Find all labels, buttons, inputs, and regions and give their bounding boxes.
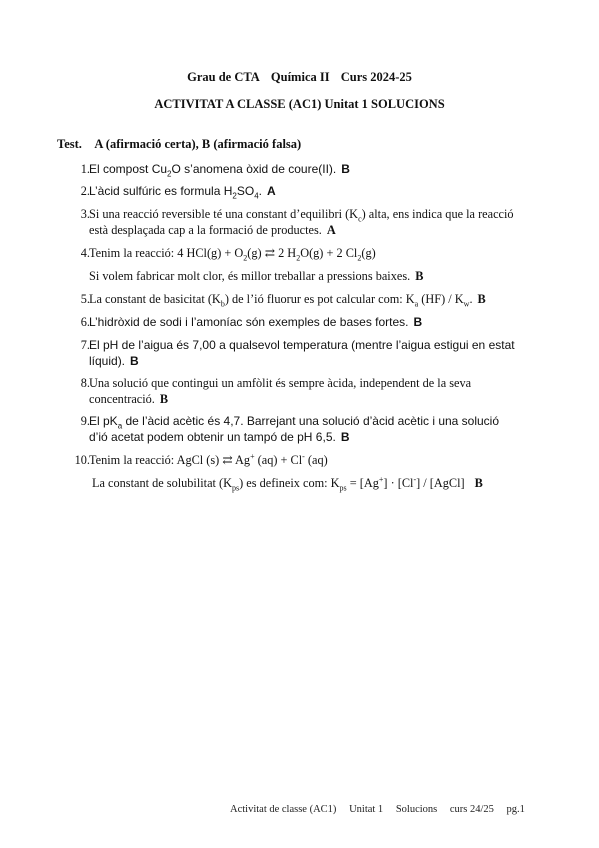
question-10 (70, 452, 520, 491)
question-2 (70, 183, 520, 199)
header-year: Curs 2024-25 (340, 70, 412, 84)
question-text: L’àcid sulfúric es formula $H_2SO_4$. A (89, 184, 276, 201)
document-header-course (0, 70, 599, 85)
question-number: 7. (80, 338, 90, 352)
question-number: 2. (80, 184, 90, 198)
question-text: El compost $Cu_2O$ s’anomena òxid de coure(II). B (89, 162, 350, 179)
question-3 (70, 206, 520, 238)
question-text: El $pK_a$ de l’àcid acètic és 4,7. Barrejant una solució d’àcid acètic i una solució d’ió acetat podem obtenir un tampó de pH 6,5. B (89, 414, 500, 444)
question-4 (70, 245, 520, 284)
answer: B (341, 162, 350, 176)
question-number: 6. (80, 315, 90, 329)
question-text: Si una reacció reversible té una constant d’equilibri $(K_c)$ alta, ens indica que la reacció està desplaçada cap a la formació de productes. A (89, 207, 514, 237)
test-instructions: A (afirmació certa), B (afirmació falsa) (94, 137, 302, 151)
header-subject: Química II (270, 70, 330, 84)
question-text-line2: Si volem fabricar molt clor, és millor treballar a pressions baixes. B (89, 269, 424, 283)
answer: B (415, 269, 424, 283)
answer: B (159, 392, 169, 406)
question-text-line2: La constant de solubilitat $(K_{ps})$ es defineix com: $K_{ps} = [Ag^+] \cdot [Cl^-]$ / [AgCl] B (92, 474, 483, 493)
answer: B (130, 354, 139, 368)
footer-activity: Activitat de classe (AC1) (230, 804, 337, 815)
test-heading (57, 137, 301, 152)
question-number: 10. (74, 453, 90, 467)
question-8 (70, 375, 520, 407)
footer-course: curs 24/25 (449, 804, 494, 815)
answer: B (474, 476, 483, 490)
question-5 (70, 291, 520, 307)
footer-unit: Unitat 1 (349, 804, 384, 815)
test-label: Test. (57, 137, 82, 151)
question-text: Una solució que contingui un amfòlit és sempre àcida, independent de la seva concentració. B (89, 376, 472, 406)
question-number: 3. (80, 207, 90, 221)
question-9 (70, 413, 520, 445)
question-7 (70, 337, 520, 369)
question-number: 8. (80, 376, 90, 390)
question-number: 5. (80, 292, 90, 306)
answer: A (266, 184, 276, 198)
question-text: L’hidròxid de sodi i l’amoníac són exemples de bases fortes. B (89, 315, 423, 329)
answer: B (340, 430, 350, 444)
page-footer (230, 804, 535, 815)
question-text: Tenim la reacció: 4 $HCl(g) + O_2(g)$ ⇄ 2 $H_2O(g) + 2$ $Cl_2(g)$ (89, 246, 376, 263)
document-title: ACTIVITAT A CLASSE (AC1) Unitat 1 SOLUCIONS (154, 97, 445, 111)
question-text: La constant de basicitat $(K_b)$ de l’ió fluorur es pot calcular com: $K_a$ $(HF) / K_w$. B (89, 292, 486, 309)
footer-topic: Solucions (395, 804, 438, 815)
question-number: 9. (80, 414, 90, 428)
question-number: 4. (80, 246, 90, 260)
footer-page-number: pg.1 (506, 804, 525, 815)
question-1 (70, 161, 520, 177)
answer: B (413, 315, 423, 329)
header-degree: Grau de CTA (187, 70, 260, 84)
question-6 (70, 314, 520, 330)
question-text: Tenim la reacció: AgCl (s) ⇄ Ag+ (aq) + Cl- (aq) (89, 451, 328, 467)
answer: B (477, 292, 486, 306)
question-number: 1. (80, 162, 90, 176)
question-text: El pH de l’aigua és 7,00 a qualsevol temperatura (mentre l’aigua estigui en estat líquid). B (89, 338, 515, 368)
answer: A (326, 223, 336, 237)
